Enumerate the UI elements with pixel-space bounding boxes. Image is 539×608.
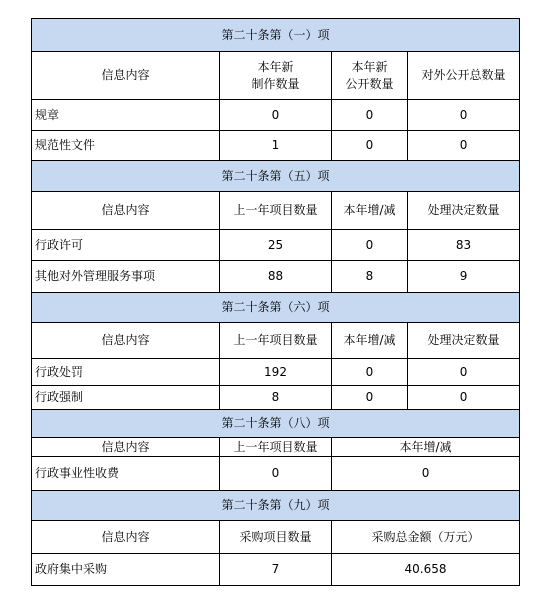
table-row — [32, 131, 520, 161]
column-header: 信息内容 — [32, 323, 220, 359]
cell-value: 9 — [408, 261, 520, 293]
disclosure-table — [31, 18, 520, 586]
column-header: 本年增/减 — [332, 438, 520, 457]
table-row — [32, 100, 520, 131]
column-header: 信息内容 — [32, 192, 220, 230]
column-header: 信息内容 — [32, 438, 220, 457]
cell-value: 0 — [408, 359, 520, 386]
column-header: 上一年项目数量 — [220, 438, 332, 457]
cell-value: 8 — [332, 261, 408, 293]
column-header: 本年增/减 — [332, 192, 408, 230]
row-label: 规范性文件 — [32, 131, 220, 161]
cell-value: 88 — [220, 261, 332, 293]
section-title: 第二十条第（六）项 — [32, 293, 520, 323]
cell-value: 0 — [332, 230, 408, 261]
cell-value: 0 — [408, 100, 520, 131]
column-header: 本年新 制作数量 — [220, 52, 332, 100]
row-label: 行政处罚 — [32, 359, 220, 386]
column-header: 上一年项目数量 — [220, 192, 332, 230]
column-header: 采购总金额（万元） — [332, 521, 520, 554]
row-label: 行政事业性收费 — [32, 457, 220, 491]
table-row — [32, 457, 520, 491]
section-title: 第二十条第（五）项 — [32, 161, 520, 192]
table-row — [32, 261, 520, 293]
row-label: 规章 — [32, 100, 220, 131]
cell-value: 8 — [220, 386, 332, 410]
column-header: 本年新 公开数量 — [332, 52, 408, 100]
column-header: 采购项目数量 — [220, 521, 332, 554]
cell-value: 0 — [220, 457, 332, 491]
column-header: 处理决定数量 — [408, 192, 520, 230]
table-row — [32, 554, 520, 586]
cell-value: 0 — [332, 131, 408, 161]
cell-value: 25 — [220, 230, 332, 261]
column-header: 对外公开总数量 — [408, 52, 520, 100]
row-label: 行政许可 — [32, 230, 220, 261]
table-row — [32, 230, 520, 261]
row-label: 政府集中采购 — [32, 554, 220, 586]
cell-value: 7 — [220, 554, 332, 586]
column-header: 处理决定数量 — [408, 323, 520, 359]
cell-value: 1 — [220, 131, 332, 161]
section-title: 第二十条第（九）项 — [32, 491, 520, 521]
cell-value: 0 — [332, 457, 520, 491]
cell-value: 0 — [408, 386, 520, 410]
row-label: 行政强制 — [32, 386, 220, 410]
column-header: 本年增/减 — [332, 323, 408, 359]
cell-value: 192 — [220, 359, 332, 386]
cell-value: 0 — [332, 100, 408, 131]
cell-value: 0 — [220, 100, 332, 131]
cell-value: 40.658 — [332, 554, 520, 586]
table-row — [32, 359, 520, 386]
section-title: 第二十条第（一）项 — [32, 19, 520, 52]
section-title: 第二十条第（八）项 — [32, 410, 520, 438]
column-header: 上一年项目数量 — [220, 323, 332, 359]
row-label: 其他对外管理服务事项 — [32, 261, 220, 293]
table-row — [32, 386, 520, 410]
cell-value: 83 — [408, 230, 520, 261]
column-header: 信息内容 — [32, 52, 220, 100]
cell-value: 0 — [332, 359, 408, 386]
cell-value: 0 — [408, 131, 520, 161]
cell-value: 0 — [332, 386, 408, 410]
column-header: 信息内容 — [32, 521, 220, 554]
